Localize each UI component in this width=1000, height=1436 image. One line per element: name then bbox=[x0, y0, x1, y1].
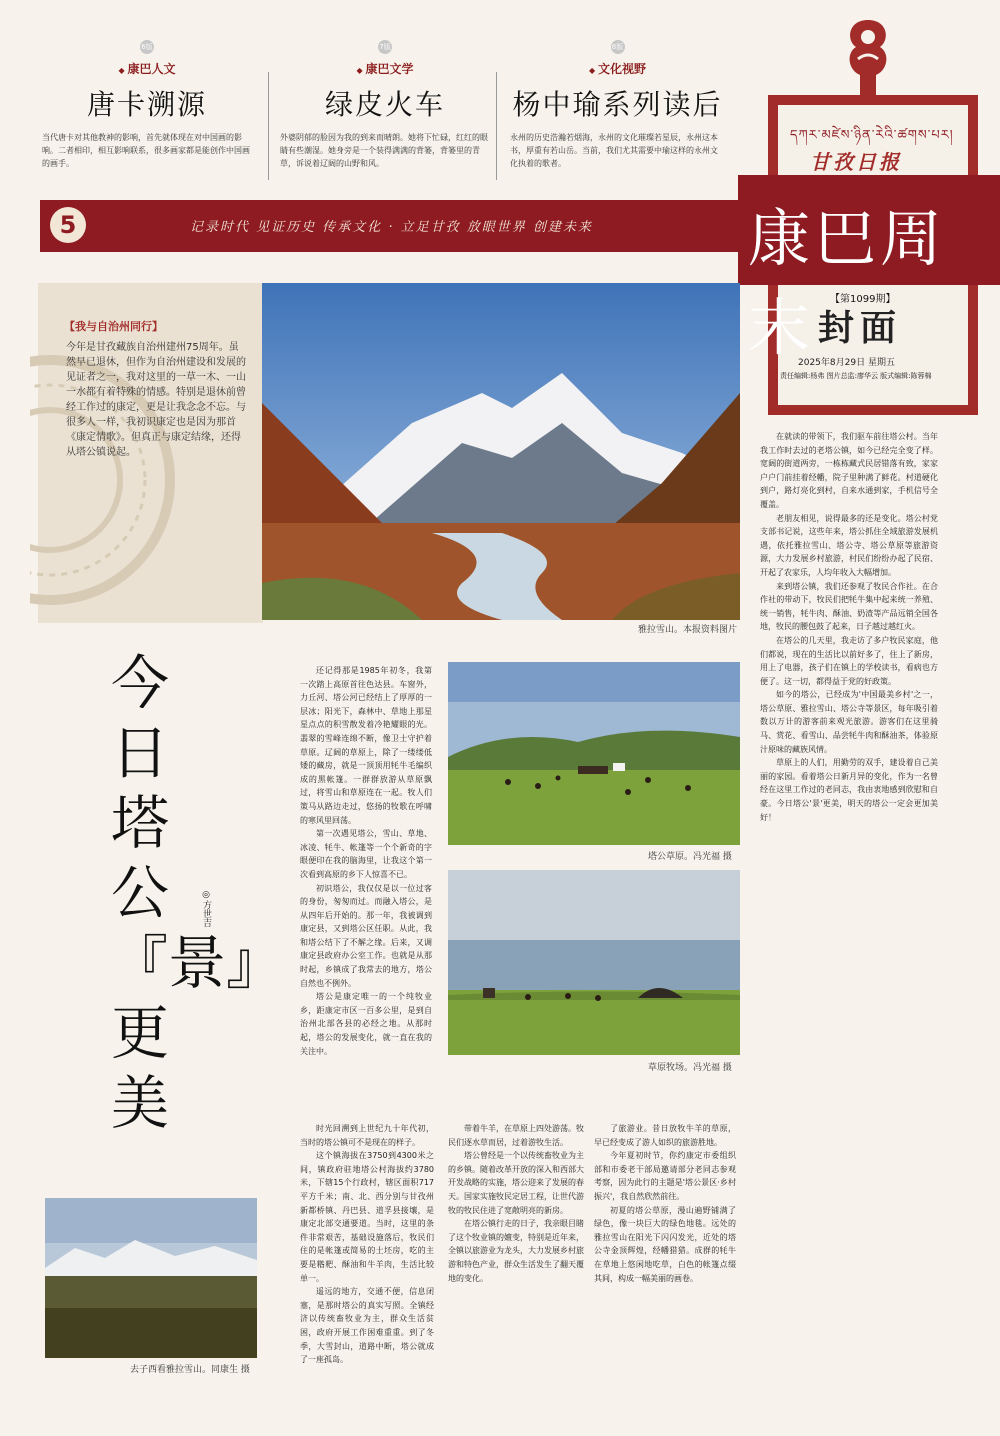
page-title: 封面 bbox=[818, 307, 903, 349]
paragraph: 初识塔公，我仅仅是以一位过客的身份，匆匆而过。而融入塔公，是从四年后开始的。那一年，我被调到康定县，又到塔公区任职。从此，我和塔公结下了不解之缘。后来，又调康定县政府办公室工作。也就是从那时起，乡镇成了我常去的地方，塔公自然也不例外。 bbox=[300, 883, 432, 988]
article-column bbox=[300, 1122, 434, 1418]
photo-caption: 雅拉雪山。本报资料图片 bbox=[638, 625, 738, 635]
masthead-ornament-icon bbox=[838, 15, 898, 100]
column-tag: 【我与自治州同行】 bbox=[64, 320, 163, 333]
paragraph: 草原上的人们，用勤劳的双手，建设着自己美丽的家园。看着塔公日新月异的变化，作为一名曾经在这里工作过的老同志，我由衷地感到欣慰和自豪。今日塔公'景'更美，明天的塔公一定会更加美好！ bbox=[760, 758, 938, 822]
divider bbox=[496, 72, 497, 180]
teaser-humanities[interactable] bbox=[42, 40, 252, 170]
section-title: 康巴周末 bbox=[748, 202, 947, 364]
issue-date: 2025年8月29日 星期五 bbox=[798, 358, 895, 368]
page-number: 6版 bbox=[140, 40, 154, 54]
photo-caption: 草原牧场。冯光福 摄 bbox=[648, 1063, 732, 1073]
teaser-category: ◆ 康巴文学 bbox=[280, 60, 490, 77]
byline: ◎方世吉 bbox=[201, 890, 211, 927]
article-column bbox=[300, 664, 432, 1120]
headline: 今日塔公『景』更美 bbox=[110, 649, 285, 1137]
paragraph: 遥远的地方，交通不便，信息闭塞，是那时塔公的真实写照。全镇经济以传统畜牧业为主，群众生活贫困，政府开展工作困难重重。到了冬季，大雪封山，道路中断，塔公就成了一座孤岛。 bbox=[300, 1287, 434, 1365]
paper-name: 甘孜日报 bbox=[810, 150, 902, 174]
divider bbox=[268, 72, 269, 180]
issue-number: 【第1099期】 bbox=[830, 294, 896, 305]
paragraph: 还记得那是1985年初冬，我第一次踏上高原首往色达县。车窗外，力丘河、塔公河已经结上了厚厚的一层冰；阳光下，森林中、草地上那星星点点的积雪散发着冷艳耀眼的光。翡翠的雪峰连绵不断，像卫士守护着草原。辽阔的草原上，除了一缕缕低矮的藏房，就是一顶顶用牦牛毛编织成的黑帐篷。一群群放游从草原飘过，将雪山和草原连在一起。牧人们策马从路边走过，悠扬的牧歌在呼啸的寒风里回荡。 bbox=[300, 666, 432, 825]
paragraph: 在塔公的几天里，我走访了多户牧民家庭，他们都说，现在的生活比以前好多了，住上了新房，用上了电器，孩子们在镇上的学校读书，看病也方便了。这一切，都得益于党的好政策。 bbox=[760, 635, 938, 686]
editor-credits: 责任编辑:杨弗 图片总监:廖华云 版式编辑:陈蓉棉 bbox=[780, 372, 932, 380]
paragraph: 了旅游业。昔日放牧牛羊的草原，早已经变成了游人如织的旅游胜地。 bbox=[594, 1124, 736, 1147]
photo-distant-mountains bbox=[45, 1198, 257, 1358]
page-number-badge: 5 bbox=[50, 207, 86, 243]
banner-slogan: 记录时代 见证历史 传承文化 · 立足甘孜 放眼世界 创建未来 bbox=[190, 220, 593, 235]
photo-tagong-grassland bbox=[448, 662, 740, 845]
teaser-summary: 外婆阴郁的脸因为我的到来而晴朗。她将下忙碌，红红的眼睛有些潮湿。她身旁是一个装得满满的背篓，背篓里的青草，诉说着辽阔的山野和风。 bbox=[280, 133, 488, 168]
page-number: 7版 bbox=[378, 40, 392, 54]
paragraph: 这个镇海拔在3750到4300米之间，镇政府驻地塔公村海拔约3780米，下辖15个行政村，辖区面积717平方千米；南、北、西分别与甘孜州新都桥镇、丹巴县、道孚县接壤，是康定北部交通要道。当时，这里的条件非常艰苦，基础设施落后，牧民们住的是帐篷或简易的土坯房，吃的主要是糌粑、酥油和牛羊肉，生活比较单一。 bbox=[300, 1151, 434, 1283]
teaser-title: 杨中瑜系列读后 bbox=[512, 88, 723, 121]
photo-yala-mountain bbox=[262, 283, 740, 620]
teaser-literature[interactable] bbox=[280, 40, 490, 170]
teaser-culture[interactable] bbox=[510, 40, 725, 170]
photo-caption: 塔公草原。冯光福 摄 bbox=[648, 852, 732, 862]
teaser-summary: 当代唐卡对其他教神的影响，首先就体现在对中国画的影响。二者相印，相互影响联系，很多画家都是能创作中国画的画手。 bbox=[42, 133, 250, 168]
teaser-title: 唐卡溯源 bbox=[86, 88, 207, 121]
teaser-title: 绿皮火车 bbox=[324, 88, 445, 121]
article-column bbox=[594, 1122, 736, 1418]
paragraph: 在就读的带领下，我们驱车前往塔公村。当年我工作时去过的老塔公镇，如今已经完全变了样。宽阔的街道两旁，一栋栋藏式民居错落有致，家家户户门前挂着经幡，院子里种满了鲜花。村道硬化到户，路灯亮化到村，自来水通到家，手机信号全覆盖。 bbox=[760, 432, 938, 509]
paragraph: 来到塔公镇，我们还参观了牧民合作社。在合作社的带动下，牧民们把牦牛集中起来统一养殖、统一销售，牦牛肉、酥油、奶渣等产品远销全国各地，牧民的腰包鼓了起来，日子越过越红火。 bbox=[760, 581, 938, 632]
paragraph: 第一次遇见塔公，雪山、草地、冰凌、牦牛、帐篷等一个个新奇的字眼便印在我的脑海里，让我这个第一次看到高原的乡下人惊喜不已。 bbox=[300, 829, 432, 879]
photo-grassland-pasture bbox=[448, 870, 740, 1055]
photo-caption: 去子西看雅拉雪山。同康生 摄 bbox=[130, 1365, 250, 1375]
paragraph: 塔公曾经是一个以传统畜牧业为主的乡镇。随着改革开放的深入和西部大开发战略的实施，塔公迎来了发展的春天。国家实施牧民定居工程，让世代游牧的牧民住进了宽敞明亮的新房。 bbox=[448, 1151, 584, 1215]
article-column bbox=[760, 430, 938, 1420]
page-number: 8版 bbox=[611, 40, 625, 54]
article-column bbox=[448, 1122, 584, 1418]
paragraph: 今年夏初时节，你约康定市委组织部和市委老干部局邀请部分老同志参观考察，因为此行的主题是'塔公景区·乡村振兴'，我自然欣然前往。 bbox=[594, 1151, 736, 1201]
paragraph: 初夏的塔公草原，漫山遍野铺满了绿色，像一块巨大的绿色地毯。远处的雅拉雪山在阳光下闪闪发光，近处的塔公寺金顶辉煌，经幡猎猎。成群的牦牛在草地上悠闲地吃草，白色的帐篷点缀其间，构成一幅美丽的画卷。 bbox=[594, 1205, 736, 1283]
teaser-category: ◆ 文化视野 bbox=[510, 60, 725, 77]
paragraph: 塔公是康定唯一的一个纯牧业乡，距康定市区一百多公里，是到自治州北部各县的必经之地。从那时起，塔公的发展变化，就一直在我的关注中。 bbox=[300, 992, 432, 1056]
teaser-summary: 永州的历史浩瀚若烟海，永州的文化璀璨若星辰，永州这本书，厚重有若山岳。当前，我们尤其需要中瑜这样的永州文化执着的歌者。 bbox=[510, 133, 718, 168]
paragraph: 时光回溯到上世纪九十年代初，当时的塔公镇可不是现在的样子。 bbox=[300, 1124, 434, 1147]
paragraph: 在塔公镇行走的日子，我亲眼目睹了这个牧业镇的嬗变，特别是近年来，全镇以旅游业为龙头，大力发展乡村旅游和特色产业，群众生活发生了翻天覆地的变化。 bbox=[448, 1219, 584, 1283]
intro-text: 今年是甘孜藏族自治州建州75周年。虽然早已退休，但作为自治州建设和发展的见证者之一，我对这里的一草一木、一山一水都有着特殊的情感。特别是退休前曾经工作过的康定，更是让我念念不忘。与很多人一样，我初识康定也是因为那首《康定情歌》。但真正与康定结缘，还得从塔公镇说起。 bbox=[66, 342, 246, 458]
paragraph: 如今的塔公，已经成为'中国最美乡村'之一，塔公草原、雅拉雪山、塔公寺等景区，每年吸引着数以万计的游客前来观光旅游。游客们在这里骑马、赏花、看雪山、品尝牦牛肉和酥油茶，体验原汁原味的藏族风情。 bbox=[760, 690, 938, 754]
paragraph: 带着牛羊，在草原上四处游荡。牧民们逐水草而居，过着游牧生活。 bbox=[448, 1124, 584, 1147]
tibetan-title: དཀར་མཛེས་ཉིན་རེའི་ཚགས་པར། bbox=[790, 128, 954, 143]
teaser-category: ◆ 康巴人文 bbox=[42, 60, 252, 77]
section-banner bbox=[40, 200, 740, 252]
paragraph: 老朋友相见，说得最多的还是变化。塔公村党支部书记说，这些年来，塔公抓住全域旅游发展机遇，依托雅拉雪山、塔公寺、塔公草原等旅游资源，大力发展乡村旅游，村民们纷纷办起了民宿、开起了农家乐，人均年收入大幅增加。 bbox=[760, 513, 938, 577]
